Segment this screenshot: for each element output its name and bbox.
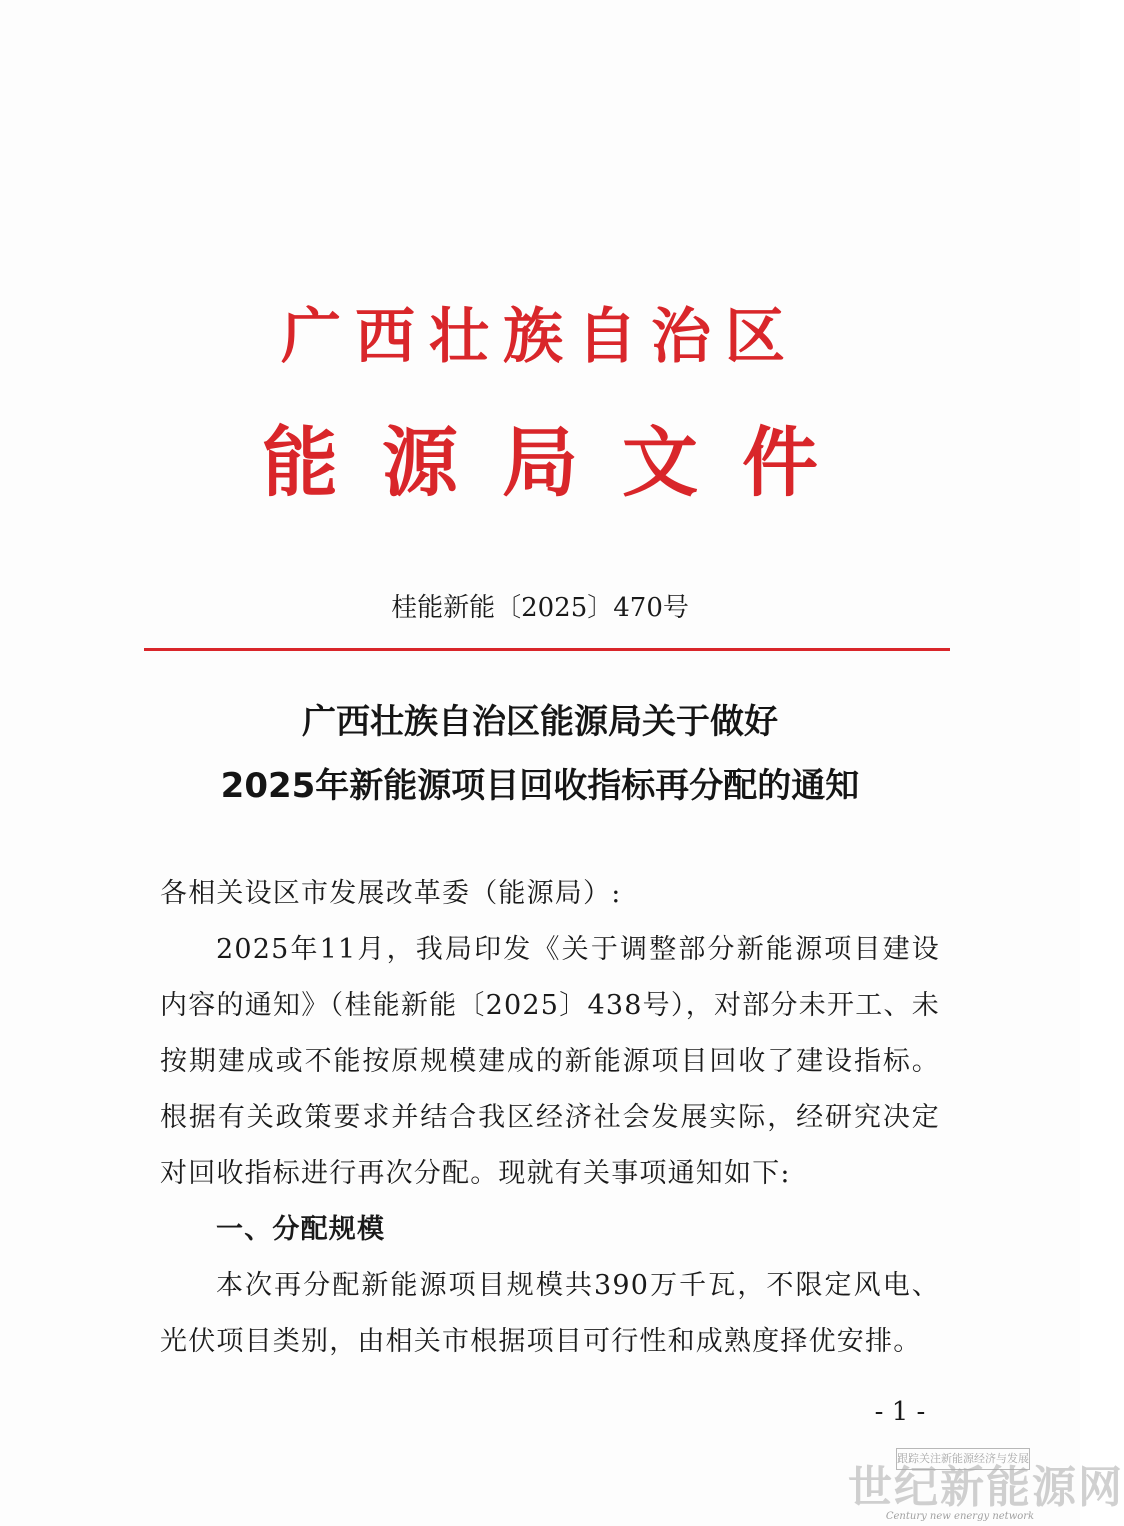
watermark-slogan: 跟踪关注新能源经济与发展 bbox=[896, 1448, 1030, 1470]
paragraph-allocation-scale: 本次再分配新能源项目规模共390万千瓦，不限定风电、光伏项目类别，由相关市根据项目可行性和成熟度择优安排。 bbox=[160, 1270, 940, 1357]
watermark-logo-text: 世纪新能源网 bbox=[848, 1462, 1124, 1513]
issuer-document-heading: 能源局文件 bbox=[262, 418, 862, 507]
salutation: 各相关设区市发展改革委（能源局）: bbox=[160, 878, 622, 909]
section-heading-allocation-scale: 一、分配规模 bbox=[216, 1214, 386, 1245]
issuer-name: 广西壮族自治区 bbox=[281, 302, 799, 372]
document-body bbox=[160, 866, 940, 1370]
paragraph-background: 2025年11月，我局印发《关于调整部分新能源项目建设内容的通知》（桂能新能〔2025〕438号），对部分未开工、未按期建成或不能按原规模建成的新能源项目回收了建设指标。根据有关政策要求并结合我区经济社会发展实际，经研究决定对回收指标进行再次分配。现就有关事项通知如下: bbox=[160, 934, 940, 1189]
page-number: - 1 - bbox=[874, 1397, 926, 1427]
red-divider-line bbox=[144, 648, 950, 651]
document-title-line-1: 广西壮族自治区能源局关于做好 bbox=[302, 702, 778, 742]
watermark-subtitle: Century new energy network bbox=[885, 1511, 1035, 1522]
document-title-line-2: 2025年新能源项目回收指标再分配的通知 bbox=[220, 766, 860, 806]
document-title bbox=[0, 690, 1080, 818]
document-number: 桂能新能〔2025〕470号 bbox=[391, 593, 689, 623]
